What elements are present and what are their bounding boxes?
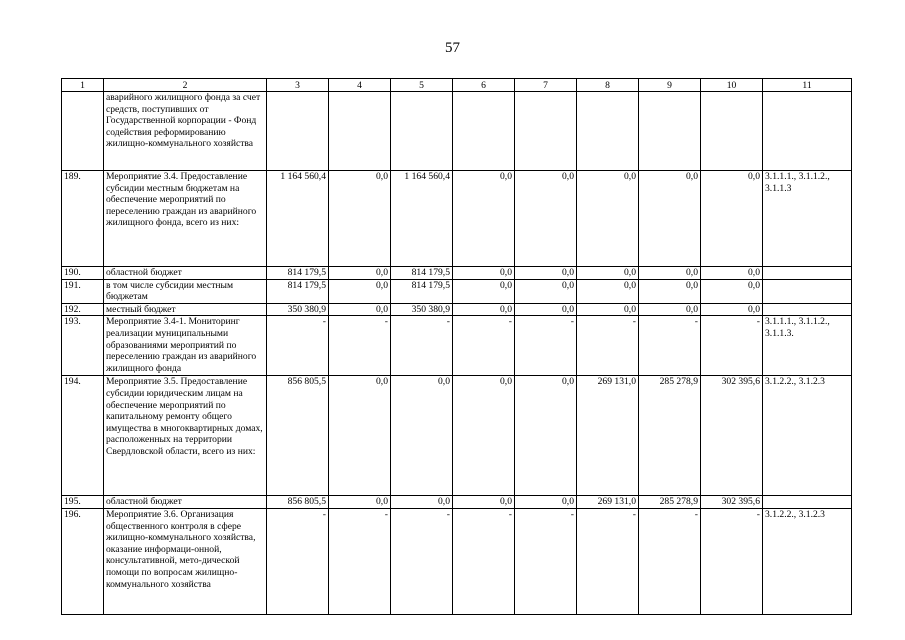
value-cell: 0,0	[329, 303, 391, 316]
value-cell: 814 179,5	[267, 267, 329, 280]
value-cell: 856 805,5	[267, 376, 329, 496]
value-cell: 0,0	[701, 279, 763, 303]
value-cell: 0,0	[391, 496, 453, 509]
description-cell: Мероприятие 3.4. Предоставление субсидии местным бюджетам на обеспечение мероприятий по переселению граждан из аварийного жилищного фонда, всего из них:	[104, 171, 267, 267]
value-cell: 0,0	[515, 303, 577, 316]
value-cell: -	[329, 316, 391, 376]
table-row	[62, 267, 852, 280]
description-cell: в том числе субсидии местным бюджетам	[104, 279, 267, 303]
value-cell: 285 278,9	[639, 376, 701, 496]
value-cell: 0,0	[329, 496, 391, 509]
value-cell: -	[453, 508, 515, 614]
value-cell: 0,0	[701, 171, 763, 267]
description-cell: местный бюджет	[104, 303, 267, 316]
table-row	[62, 303, 852, 316]
value-cell	[453, 92, 515, 171]
value-cell: 0,0	[577, 279, 639, 303]
target-ref-cell	[763, 303, 852, 316]
value-cell: 0,0	[391, 376, 453, 496]
value-cell: 302 395,6	[701, 496, 763, 509]
column-header: 3	[267, 79, 329, 92]
value-cell: -	[267, 508, 329, 614]
value-cell: 0,0	[577, 267, 639, 280]
column-header: 9	[639, 79, 701, 92]
value-cell: 302 395,6	[701, 376, 763, 496]
value-cell: 0,0	[453, 267, 515, 280]
target-ref-cell: 3.1.1.1., 3.1.1.2., 3.1.1.3	[763, 171, 852, 267]
table-row	[62, 92, 852, 171]
value-cell: -	[701, 316, 763, 376]
value-cell: 350 380,9	[267, 303, 329, 316]
value-cell: 0,0	[329, 171, 391, 267]
row-number-cell: 190.	[62, 267, 104, 280]
target-ref-cell: 3.1.1.1., 3.1.1.2., 3.1.1.3.	[763, 316, 852, 376]
value-cell	[329, 92, 391, 171]
value-cell: 285 278,9	[639, 496, 701, 509]
column-header: 4	[329, 79, 391, 92]
budget-table	[61, 78, 852, 615]
page-number: 57	[445, 40, 460, 56]
target-ref-cell	[763, 267, 852, 280]
target-ref-cell	[763, 279, 852, 303]
value-cell: -	[329, 508, 391, 614]
value-cell: 1 164 560,4	[391, 171, 453, 267]
column-header: 2	[104, 79, 267, 92]
value-cell: 269 131,0	[577, 496, 639, 509]
value-cell: 0,0	[515, 171, 577, 267]
value-cell: 0,0	[515, 496, 577, 509]
column-header: 1	[62, 79, 104, 92]
description-cell: областной бюджет	[104, 267, 267, 280]
value-cell: 0,0	[515, 279, 577, 303]
value-cell: 0,0	[453, 376, 515, 496]
value-cell: -	[701, 508, 763, 614]
value-cell	[701, 92, 763, 171]
value-cell: 0,0	[453, 171, 515, 267]
value-cell: 0,0	[329, 376, 391, 496]
value-cell: -	[577, 508, 639, 614]
table-row	[62, 508, 852, 614]
value-cell: 0,0	[577, 303, 639, 316]
value-cell: 0,0	[639, 171, 701, 267]
value-cell: 0,0	[701, 267, 763, 280]
value-cell: -	[391, 508, 453, 614]
value-cell: 814 179,5	[391, 267, 453, 280]
target-ref-cell	[763, 92, 852, 171]
row-number-cell: 196.	[62, 508, 104, 614]
value-cell: 0,0	[453, 496, 515, 509]
value-cell: 856 805,5	[267, 496, 329, 509]
value-cell: -	[639, 316, 701, 376]
value-cell: 814 179,5	[391, 279, 453, 303]
row-number-cell: 191.	[62, 279, 104, 303]
table-header-row	[62, 79, 852, 92]
value-cell: 350 380,9	[391, 303, 453, 316]
description-cell: Мероприятие 3.4-1. Мониторинг реализации муниципальными образованиями мероприятий по переселению граждан из аварийного жилищного фонда	[104, 316, 267, 376]
value-cell: 269 131,0	[577, 376, 639, 496]
table-row	[62, 376, 852, 496]
value-cell: 0,0	[639, 279, 701, 303]
value-cell	[267, 92, 329, 171]
value-cell	[577, 92, 639, 171]
value-cell: 0,0	[701, 303, 763, 316]
value-cell: -	[639, 508, 701, 614]
table-row	[62, 496, 852, 509]
value-cell: -	[267, 316, 329, 376]
value-cell	[391, 92, 453, 171]
target-ref-cell: 3.1.2.2., 3.1.2.3	[763, 508, 852, 614]
value-cell: 814 179,5	[267, 279, 329, 303]
value-cell: -	[391, 316, 453, 376]
row-number-cell	[62, 92, 104, 171]
description-cell: областной бюджет	[104, 496, 267, 509]
value-cell: 0,0	[453, 279, 515, 303]
row-number-cell: 189.	[62, 171, 104, 267]
description-cell: Мероприятие 3.5. Предоставление субсидии юридическим лицам на обеспечение мероприятий по капитальному ремонту общего имущества в многоквартирных домах, расположенных на территории Свердловской области, всего из них:	[104, 376, 267, 496]
value-cell: 0,0	[329, 279, 391, 303]
value-cell: -	[453, 316, 515, 376]
column-header: 11	[763, 79, 852, 92]
value-cell: 0,0	[639, 267, 701, 280]
column-header: 8	[577, 79, 639, 92]
value-cell: 1 164 560,4	[267, 171, 329, 267]
value-cell: 0,0	[329, 267, 391, 280]
target-ref-cell: 3.1.2.2., 3.1.2.3	[763, 376, 852, 496]
row-number-cell: 193.	[62, 316, 104, 376]
value-cell: -	[577, 316, 639, 376]
value-cell: 0,0	[515, 376, 577, 496]
table-row	[62, 316, 852, 376]
column-header: 5	[391, 79, 453, 92]
value-cell: 0,0	[639, 303, 701, 316]
column-header: 6	[453, 79, 515, 92]
value-cell: -	[515, 316, 577, 376]
row-number-cell: 192.	[62, 303, 104, 316]
value-cell	[515, 92, 577, 171]
value-cell	[639, 92, 701, 171]
column-header: 10	[701, 79, 763, 92]
table-row	[62, 171, 852, 267]
target-ref-cell	[763, 496, 852, 509]
value-cell: 0,0	[577, 171, 639, 267]
value-cell: 0,0	[453, 303, 515, 316]
description-cell: Мероприятие 3.6. Организация общественного контроля в сфере жилищно-коммунального хозяйства, оказание информаци-онной, консультативной, мето-дической помощи по вопросам жилищно-коммунального хозяйства	[104, 508, 267, 614]
column-header: 7	[515, 79, 577, 92]
description-cell: аварийного жилищного фонда за счет средств, поступивших от Государственной корпорации - Фонд содействия реформированию жилищно-коммунального хозяйства	[104, 92, 267, 171]
table-row	[62, 279, 852, 303]
row-number-cell: 194.	[62, 376, 104, 496]
row-number-cell: 195.	[62, 496, 104, 509]
value-cell: -	[515, 508, 577, 614]
value-cell: 0,0	[515, 267, 577, 280]
